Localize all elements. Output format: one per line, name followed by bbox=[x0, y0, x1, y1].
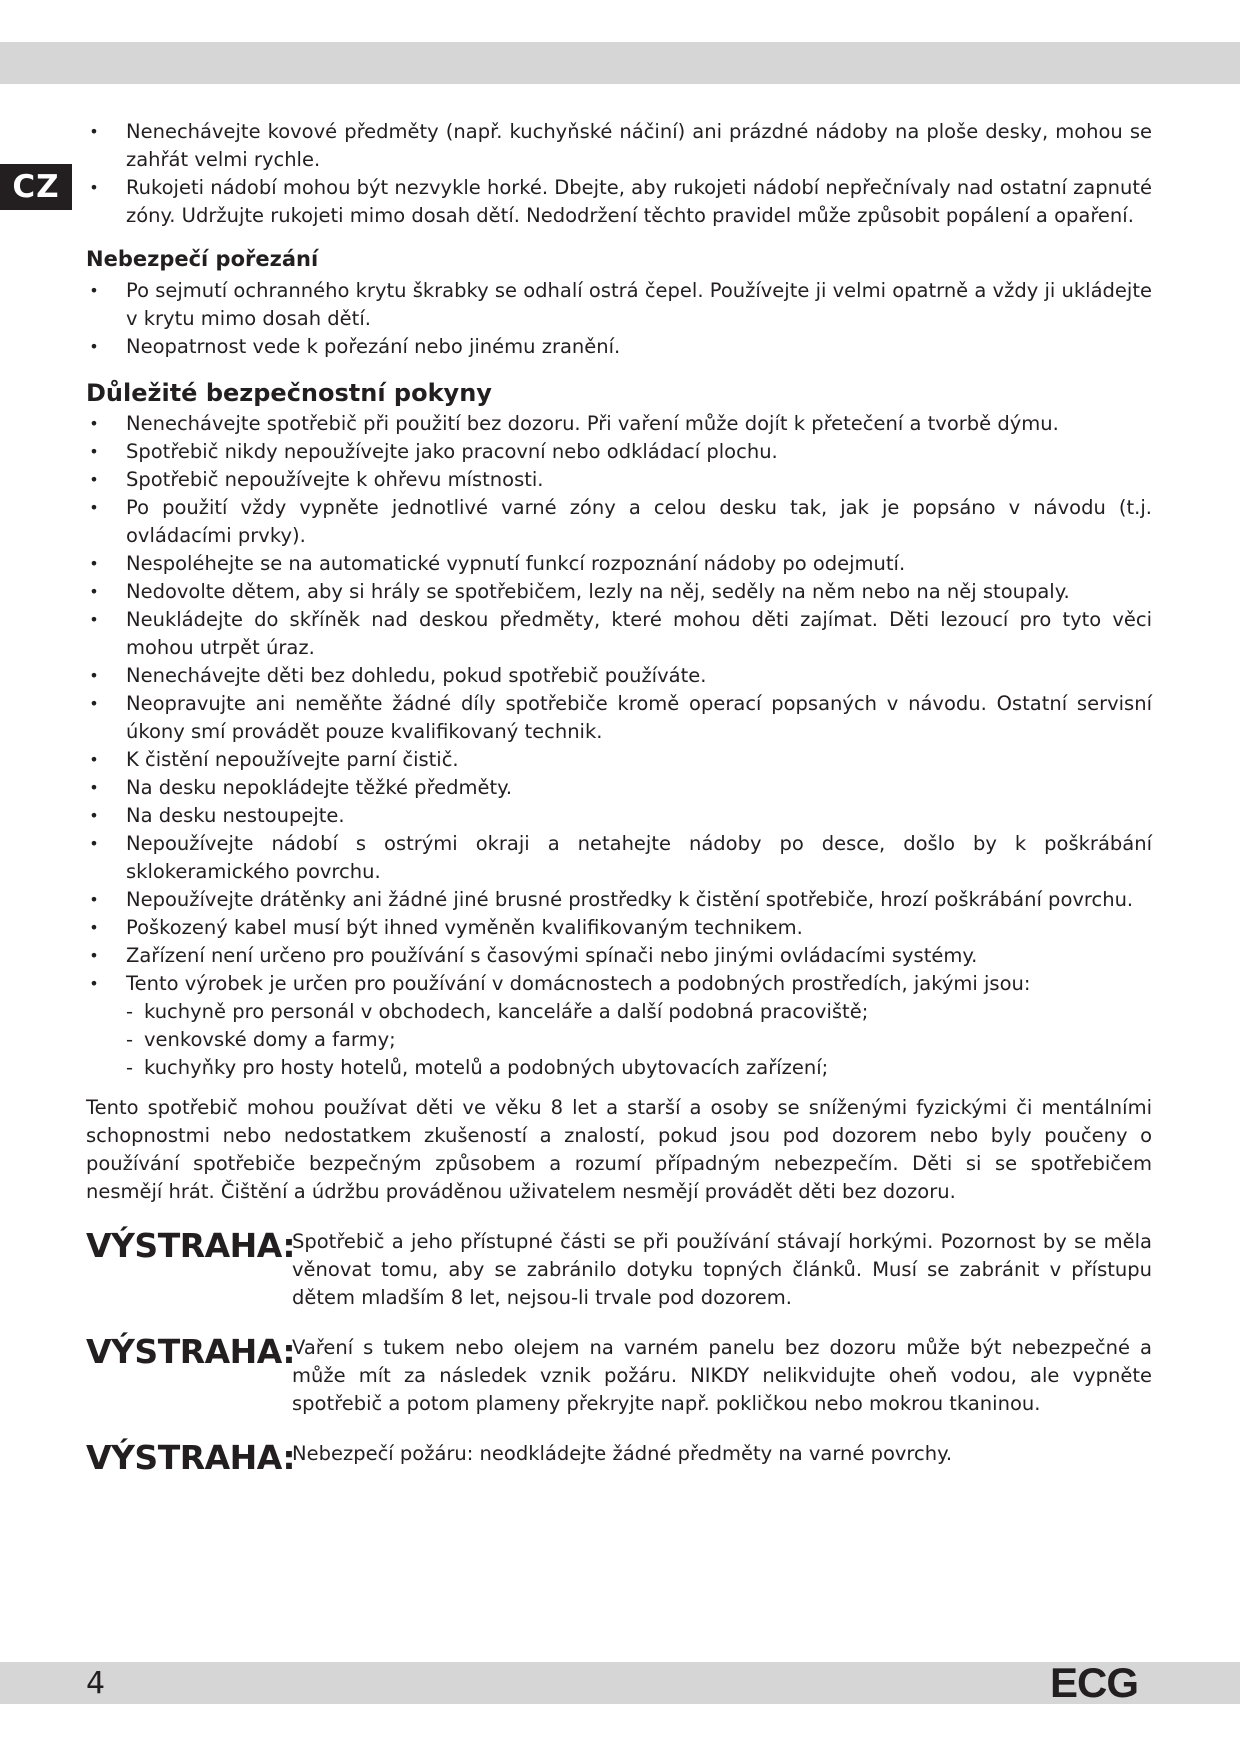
list-item: • Nespoléhejte se na automatické vypnutí funkcí rozpoznání nádoby po odejmutí. bbox=[86, 550, 1152, 578]
list-item: • Zařízení není určeno pro používání s časovými spínači nebo jinými ovládacími systémy. bbox=[86, 942, 1152, 970]
bullet-icon: • bbox=[89, 554, 99, 573]
warning-label: VÝSTRAHA: bbox=[86, 1226, 296, 1265]
bullet-icon: • bbox=[89, 974, 99, 993]
warning-block bbox=[86, 1330, 1152, 1418]
safety-heading: Důležité bezpečnostní pokyny bbox=[86, 379, 492, 407]
list-item: • Nenechávejte spotřebič při použití bez dozoru. Při vaření může dojít k přetečení a tvorbě dýmu. bbox=[86, 410, 1152, 438]
brand-logo: ECG bbox=[1049, 1659, 1138, 1706]
warning-text: Nebezpečí požáru: neodkládejte žádné předměty na varné povrchy. bbox=[292, 1442, 953, 1465]
sub-list-item: - kuchyně pro personál v obchodech, kanceláře a další podobná pracoviště; bbox=[126, 998, 1152, 1026]
bullet-icon: • bbox=[89, 582, 99, 601]
warning-label: VÝSTRAHA: bbox=[86, 1332, 296, 1371]
intro-bullet-list bbox=[86, 118, 1152, 230]
children-paragraph: Tento spotřebič mohou používat děti ve věku 8 let a starší a osoby se sníženými fyzickými či mentálními schopnostmi nebo nedostatkem zkušeností a znalostí, pokud jsou pod dozorem nebo byly poučeny o používání spotřebiče bezpečným způsobem a rozumí případným nebezpečím. Děti si se spotřebičem nesmějí hrát. Čištění a údržbu prováděnou uživatelem nesmějí provádět děti bez dozoru. bbox=[86, 1096, 1152, 1203]
list-item: • Na desku nepokládejte těžké předměty. bbox=[86, 774, 1152, 802]
list-item: • Neopatrnost vede k pořezání nebo jinému zranění. bbox=[86, 333, 1152, 361]
list-item: • Nenechávejte děti bez dohledu, pokud spotřebič používáte. bbox=[86, 662, 1152, 690]
bullet-icon: • bbox=[89, 918, 99, 937]
safety-bullet-list bbox=[86, 410, 1152, 1082]
bullet-icon: • bbox=[89, 890, 99, 909]
bullet-icon: • bbox=[89, 666, 99, 685]
dash-icon: - bbox=[126, 1028, 134, 1051]
list-item: • Nenechávejte kovové předměty (např. kuchyňské náčiní) ani prázdné nádoby na ploše desky, mohou se zahřát velmi rychle. bbox=[86, 118, 1152, 174]
bullet-icon: • bbox=[89, 414, 99, 433]
bullet-icon: • bbox=[89, 610, 99, 629]
bullet-icon: • bbox=[89, 442, 99, 461]
sub-list-item: - venkovské domy a farmy; bbox=[126, 1026, 1152, 1054]
warning-label: VÝSTRAHA: bbox=[86, 1438, 296, 1477]
list-item: • Spotřebič nikdy nepoužívejte jako pracovní nebo odkládací plochu. bbox=[86, 438, 1152, 466]
bullet-icon: • bbox=[89, 337, 99, 356]
bullet-icon: • bbox=[89, 834, 99, 853]
cutting-bullet-list bbox=[86, 277, 1152, 361]
list-item: • Tento výrobek je určen pro používání v domácnostech a podobných prostředích, jakými jsou: - kuchyně pro personál v obchodech, kanceláře a další podobná pracoviště; - venkovské domy a farmy; - kuchyňky pro hosty hotelů, motelů a podobných ubytovacích zařízení; bbox=[86, 970, 1152, 1082]
bullet-icon: • bbox=[89, 281, 99, 300]
warning-text: Spotřebič a jeho přístupné části se při používání stávají horkými. Pozornost by se měla věnovat tomu, aby se zabránilo dotyku topných článků. Musí se zabránit v přístupu dětem mladším 8 let, nejsou-li trvale pod dozorem. bbox=[292, 1230, 1152, 1309]
bullet-icon: • bbox=[89, 498, 99, 517]
list-item: • Nedovolte dětem, aby si hrály se spotřebičem, lezly na něj, seděly na něm nebo na něj stoupaly. bbox=[86, 578, 1152, 606]
bullet-icon: • bbox=[89, 778, 99, 797]
page-content bbox=[86, 118, 1152, 1478]
bullet-icon: • bbox=[89, 806, 99, 825]
list-item: • Po použití vždy vypněte jednotlivé varné zóny a celou desku tak, jak je popsáno v návodu (t.j. ovládacími prvky). bbox=[86, 494, 1152, 550]
list-item: • Nepoužívejte nádobí s ostrými okraji a netahejte nádoby po desce, došlo by k poškrábání sklokeramického povrchu. bbox=[86, 830, 1152, 886]
list-item: • Nepoužívejte drátěnky ani žádné jiné brusné prostředky k čistění spotřebiče, hrozí poškrábání povrchu. bbox=[86, 886, 1152, 914]
list-item: • Rukojeti nádobí mohou být nezvykle horké. Dbejte, aby rukojeti nádobí nepřečnívaly nad ostatní zapnuté zóny. Udržujte rukojeti mimo dosah dětí. Nedodržení těchto pravidel může způsobit popálení a opaření. bbox=[86, 174, 1152, 230]
dash-icon: - bbox=[126, 1056, 134, 1079]
list-item: • Po sejmutí ochranného krytu škrabky se odhalí ostrá čepel. Používejte ji velmi opatrně a vždy ji ukládejte v krytu mimo dosah dětí. bbox=[86, 277, 1152, 333]
bullet-icon: • bbox=[89, 122, 99, 141]
list-item: • Poškozený kabel musí být ihned vyměněn kvalifikovaným technikem. bbox=[86, 914, 1152, 942]
bullet-icon: • bbox=[89, 946, 99, 965]
bullet-icon: • bbox=[89, 694, 99, 713]
list-item: • Neopravujte ani neměňte žádné díly spotřebiče kromě operací popsaných v návodu. Ostatní servisní úkony smí provádět pouze kvalifikovaný technik. bbox=[86, 690, 1152, 746]
warning-text: Vaření s tukem nebo olejem na varném panelu bez dozoru může být nebezpečné a může mít za následek vznik požáru. NIKDY nelikvidujte oheň vodou, ale vypněte spotřebič a potom plameny překryjte např. pokličkou nebo mokrou tkaninou. bbox=[292, 1336, 1152, 1415]
cutting-heading: Nebezpečí pořezání bbox=[86, 247, 319, 271]
bullet-icon: • bbox=[89, 470, 99, 489]
warning-block bbox=[86, 1224, 1152, 1312]
warning-block bbox=[86, 1436, 1152, 1478]
list-item: • K čistění nepoužívejte parní čistič. bbox=[86, 746, 1152, 774]
header-bar bbox=[0, 42, 1240, 84]
page-number: 4 bbox=[86, 1666, 106, 1701]
sub-list-item: - kuchyňky pro hosty hotelů, motelů a podobných ubytovacích zařízení; bbox=[126, 1054, 1152, 1082]
list-item: • Spotřebič nepoužívejte k ohřevu místnosti. bbox=[86, 466, 1152, 494]
list-item: • Na desku nestoupejte. bbox=[86, 802, 1152, 830]
bullet-icon: • bbox=[89, 750, 99, 769]
bullet-icon: • bbox=[89, 178, 99, 197]
dash-icon: - bbox=[126, 1000, 134, 1023]
language-tab: CZ bbox=[0, 164, 72, 210]
list-item: • Neukládejte do skříněk nad deskou předměty, které mohou děti zajímat. Děti lezoucí pro tyto věci mohou utrpět úraz. bbox=[86, 606, 1152, 662]
